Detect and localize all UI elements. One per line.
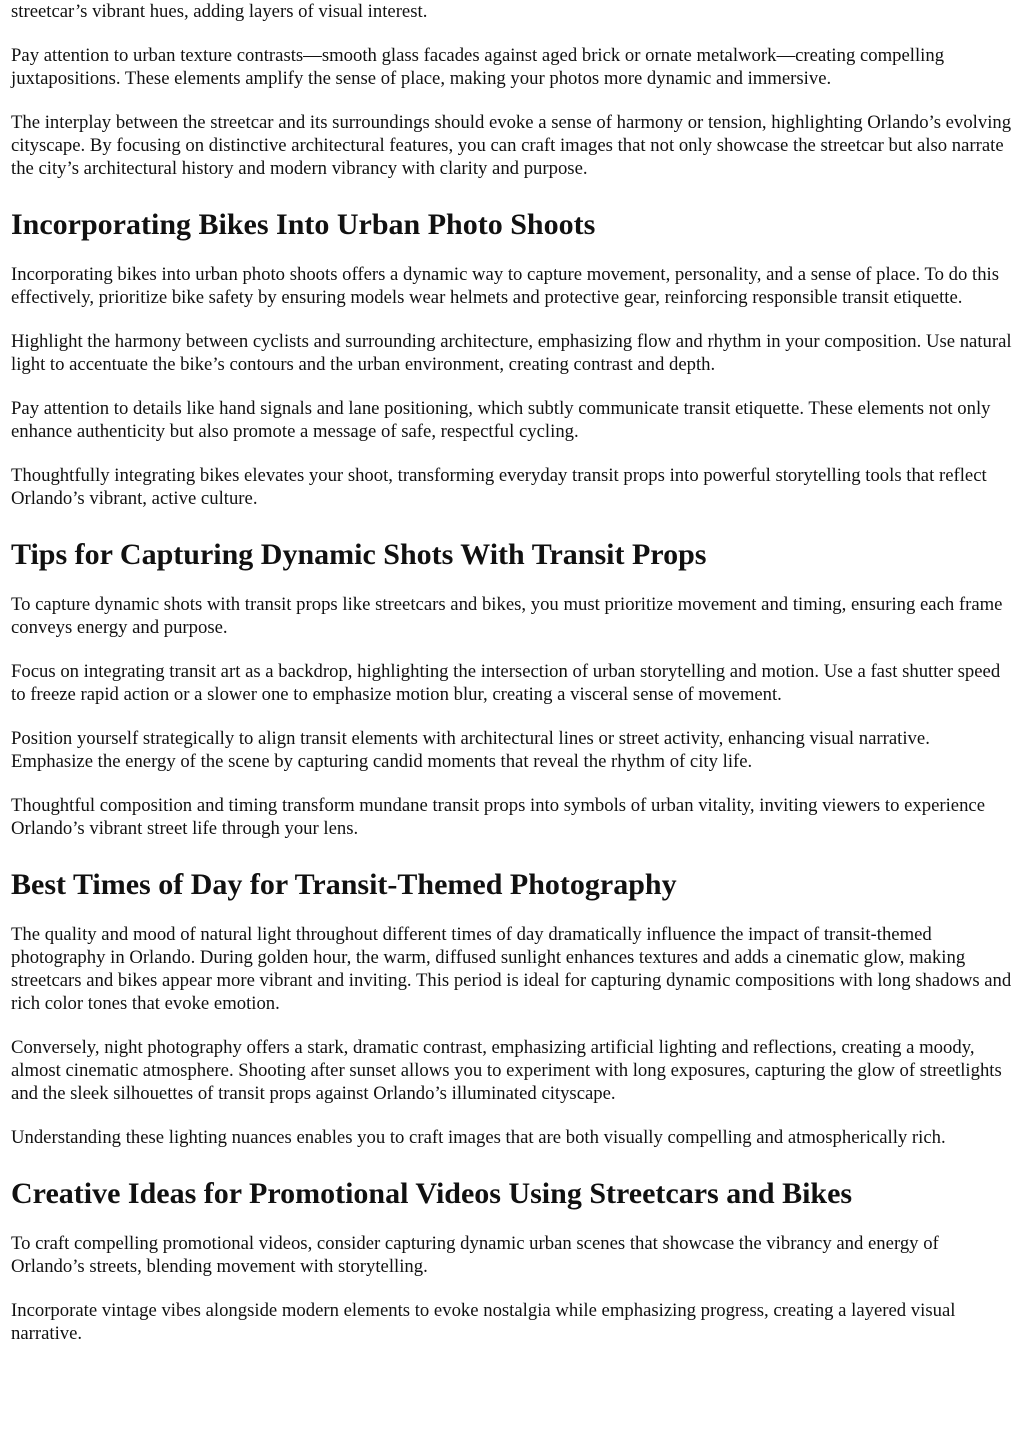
section-paragraph: Position yourself strategically to align transit elements with architectural lines or street activity, enhancing visual narrative. Emphasize the energy of the scene by capturing candid moments that reveal the rhythm of city life. [11, 728, 930, 772]
section-heading: Creative Ideas for Promotional Videos Using Streetcars and Bikes [11, 1177, 853, 1210]
section-promotional-video-ideas [11, 1176, 1014, 1345]
section-heading: Best Times of Day for Transit-Themed Photography [11, 868, 677, 901]
section-paragraph: To craft compelling promotional videos, consider capturing dynamic urban scenes that showcase the vibrancy and energy of Orlando’s streets, blending movement with storytelling. [11, 1233, 939, 1277]
section-paragraph: Focus on integrating transit art as a backdrop, highlighting the intersection of urban storytelling and motion. Use a fast shutter speed to freeze rapid action or a slower one to emphasize motion blur, creating a visceral sense of movement. [11, 661, 1001, 705]
section-paragraph: Incorporating bikes into urban photo shoots offers a dynamic way to capture movement, personality, and a sense of place. To do this effectively, prioritize bike safety by ensuring models wear helmets and protective gear, reinforcing responsible transit etiquette. [11, 264, 1000, 308]
intro-paragraph-1: streetcar’s vibrant hues, adding layers of visual interest. [11, 1, 428, 22]
section-paragraph: Incorporate vintage vibes alongside modern elements to evoke nostalgia while emphasizing progress, creating a layered visual narrative. [11, 1300, 956, 1344]
section-bikes-urban-shoots [11, 207, 1014, 510]
section-best-times-of-day [11, 867, 1014, 1149]
section-paragraph: Conversely, night photography offers a stark, dramatic contrast, emphasizing artificial lighting and reflections, creating a moody, almost cinematic atmosphere. Shooting after sunset allows you to experiment with long exposures, capturing the glow of streetlights and the sleek silhouettes of transit props against Orlando’s illuminated cityscape. [11, 1037, 1002, 1104]
intro-paragraph-2: Pay attention to urban texture contrasts—smooth glass facades against aged brick or ornate metalwork—creating compelling juxtapositions. These elements amplify the sense of place, making your photos more dynamic and immersive. [11, 45, 945, 89]
section-heading: Incorporating Bikes Into Urban Photo Shoots [11, 208, 596, 241]
section-dynamic-shots-tips [11, 537, 1014, 840]
section-paragraph: To capture dynamic shots with transit props like streetcars and bikes, you must prioritize movement and timing, ensuring each frame conveys energy and purpose. [11, 594, 1003, 638]
section-paragraph: The quality and mood of natural light throughout different times of day dramatically influence the impact of transit-themed photography in Orlando. During golden hour, the warm, diffused sunlight enhances textures and adds a cinematic glow, making streetcars and bikes appear more vibrant and inviting. This period is ideal for capturing dynamic compositions with long shadows and rich color tones that evoke emotion. [11, 924, 1012, 1014]
section-heading: Tips for Capturing Dynamic Shots With Transit Props [11, 538, 707, 571]
section-paragraph: Pay attention to details like hand signals and lane positioning, which subtly communicate transit etiquette. These elements not only enhance authenticity but also promote a message of safe, respectful cycling. [11, 398, 991, 442]
section-paragraph: Highlight the harmony between cyclists and surrounding architecture, emphasizing flow and rhythm in your composition. Use natural light to accentuate the bike’s contours and the urban environment, creating contrast and depth. [11, 331, 1012, 375]
section-paragraph: Thoughtfully integrating bikes elevates your shoot, transforming everyday transit props into powerful storytelling tools that reflect Orlando’s vibrant, active culture. [11, 465, 987, 509]
section-paragraph: Understanding these lighting nuances enables you to craft images that are both visually compelling and atmospherically rich. [11, 1127, 946, 1148]
intro-paragraph-3: The interplay between the streetcar and its surroundings should evoke a sense of harmony or tension, highlighting Orlando’s evolving cityscape. By focusing on distinctive architectural features, you can craft images that not only showcase the streetcar but also narrate the city’s architectural history and modern vibrancy with clarity and purpose. [11, 112, 1012, 179]
section-paragraph: Thoughtful composition and timing transform mundane transit props into symbols of urban vitality, inviting viewers to experience Orlando’s vibrant street life through your lens. [11, 795, 986, 839]
